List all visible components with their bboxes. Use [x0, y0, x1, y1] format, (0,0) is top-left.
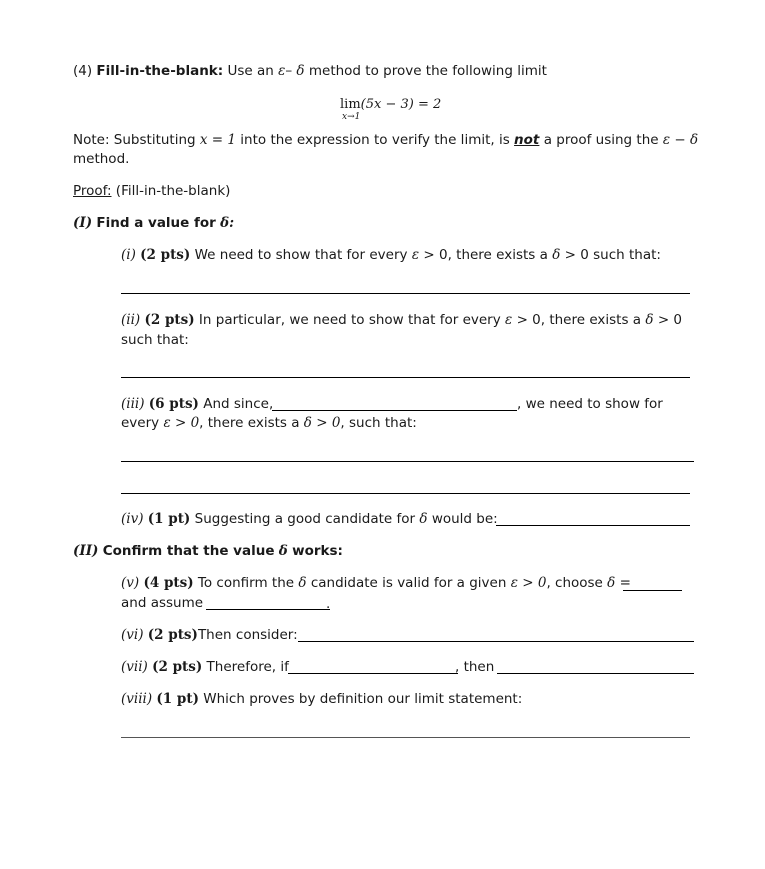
item-i-delta: δ: [552, 247, 561, 263]
part-1-heading: [73, 215, 234, 231]
item-v-text-c: , choose: [546, 575, 603, 591]
item-ii: [121, 312, 682, 328]
item-ii-text-a: In particular, we need to show that for every: [198, 312, 501, 328]
note-math: x = 1: [199, 132, 236, 148]
answer-blank-iii-2[interactable]: [121, 493, 690, 494]
part-1-roman: (I): [73, 215, 93, 231]
item-i-text-a: We need to show that for every: [194, 247, 408, 263]
epsilon-symbol: ε: [278, 63, 286, 79]
item-iv-text-b: would be:: [431, 511, 498, 527]
answer-blank-vii-then[interactable]: [497, 673, 694, 674]
answer-blank-vi[interactable]: [298, 641, 694, 642]
item-i-tag: (i): [121, 247, 136, 263]
item-iii-pts: (6 pts): [148, 396, 199, 412]
item-v-dot: .: [326, 596, 331, 612]
item-iii-delta-math: δ > 0: [303, 415, 341, 431]
proof-label: [73, 183, 230, 199]
item-v-delta: δ: [298, 575, 307, 591]
part-2-delta: δ: [278, 543, 288, 559]
part-2-roman: (II): [73, 543, 99, 559]
item-vii-pts: (2 pts): [152, 659, 203, 675]
item-vi: [121, 627, 298, 643]
item-iii-text-b: , we need to show for: [517, 396, 663, 412]
answer-blank-iii-inline[interactable]: [272, 410, 517, 411]
note-line-2: method.: [73, 151, 130, 167]
item-vi-pts: (2 pts): [147, 627, 198, 643]
answer-blank-ii[interactable]: [121, 377, 690, 378]
item-iii-tag: (iii): [121, 396, 145, 412]
delta-symbol: δ: [296, 63, 305, 79]
item-i-pts: (2 pts): [140, 247, 191, 263]
item-vi-text: Then consider:: [197, 627, 298, 643]
answer-blank-v-delta[interactable]: [623, 590, 682, 591]
dash-symbol: –: [285, 63, 293, 79]
item-vii-tag: (vii): [121, 659, 148, 675]
item-vii-text-b: , then: [455, 659, 495, 675]
item-viii-tag: (viii): [121, 691, 153, 707]
item-vi-tag: (vi): [121, 627, 144, 643]
proof-paren: (Fill-in-the-blank): [115, 183, 231, 199]
part-2-title-a: Confirm that the value: [102, 543, 275, 559]
item-ii-eps: ε: [505, 312, 513, 328]
part-2-heading: [73, 543, 343, 559]
item-i-text-b: > 0, there exists a: [423, 247, 548, 263]
item-vii-text-a: Therefore, if: [206, 659, 289, 675]
item-iii-exists: , there exists a: [199, 415, 300, 431]
instruction-pre: Use an: [227, 63, 274, 79]
item-ii-pts: (2 pts): [144, 312, 195, 328]
item-ii-line-2: such that:: [121, 332, 189, 348]
item-ii-tag: (ii): [121, 312, 141, 328]
item-viii-text: Which proves by definition our limit statement:: [203, 691, 523, 707]
note-math2: ε − δ: [662, 132, 699, 148]
item-v: [121, 575, 631, 591]
question-header: [73, 63, 547, 79]
note-post: a proof using the: [543, 132, 659, 148]
item-iii-text-a: And since,: [203, 396, 274, 412]
item-vii: [121, 659, 289, 675]
item-v-text-b: candidate is valid for a given: [310, 575, 507, 591]
part-1-title: Find a value for: [96, 215, 216, 231]
limit-subscript: x→1: [342, 112, 361, 122]
item-iii-every: every: [121, 415, 160, 431]
answer-blank-vii-if[interactable]: [288, 673, 458, 674]
item-v-tag: (v): [121, 575, 140, 591]
item-i: [121, 247, 661, 263]
item-viii-pts: (1 pt): [156, 691, 199, 707]
item-iii-eps-math: ε > 0: [163, 415, 200, 431]
item-v-delta-eq: δ =: [607, 575, 631, 591]
item-i-eps: ε: [411, 247, 420, 263]
item-ii-text-c: > 0: [657, 312, 683, 328]
item-iv-pts: (1 pt): [147, 511, 191, 527]
answer-blank-iv[interactable]: [496, 525, 690, 526]
limit-expression: [340, 97, 441, 112]
limit-lim: lim: [340, 97, 361, 112]
item-iv: [121, 511, 498, 527]
part-1-delta: δ:: [220, 215, 235, 231]
item-ii-delta: δ: [645, 312, 654, 328]
item-ii-text-b: > 0, there exists a: [516, 312, 642, 328]
instruction-post: method to prove the following limit: [308, 63, 547, 79]
question-type: Fill-in-the-blank:: [96, 63, 224, 79]
note-line-1: [73, 132, 698, 148]
part-2-title-b: works:: [292, 543, 343, 559]
item-v-eps-math: ε > 0: [510, 575, 547, 591]
item-iv-tag: (iv): [121, 511, 144, 527]
note-mid: into the expression to verify the limit, is: [240, 132, 510, 148]
answer-blank-v-assume[interactable]: [206, 609, 330, 610]
item-viii: [121, 691, 522, 707]
note-not-emphasis: not: [514, 132, 540, 148]
item-v-text-a: To confirm the: [197, 575, 295, 591]
answer-blank-iii-1[interactable]: [121, 461, 694, 462]
item-i-text-c: > 0 such that:: [564, 247, 661, 263]
item-v-line-2: and assume: [121, 595, 204, 611]
item-iv-text-a: Suggesting a good candidate for: [194, 511, 416, 527]
item-v-pts: (4 pts): [143, 575, 194, 591]
answer-blank-viii[interactable]: [121, 737, 690, 738]
limit-body: (5x − 3) = 2: [360, 97, 442, 112]
question-number: (4): [73, 63, 93, 79]
item-iii: [121, 396, 273, 412]
item-iv-delta: δ: [419, 511, 428, 527]
item-iii-such-that: , such that:: [340, 415, 417, 431]
proof-title: Proof:: [73, 183, 112, 199]
answer-blank-i[interactable]: [121, 293, 690, 294]
note-pre: Note: Substituting: [73, 132, 196, 148]
item-iii-line-2: [121, 415, 417, 431]
